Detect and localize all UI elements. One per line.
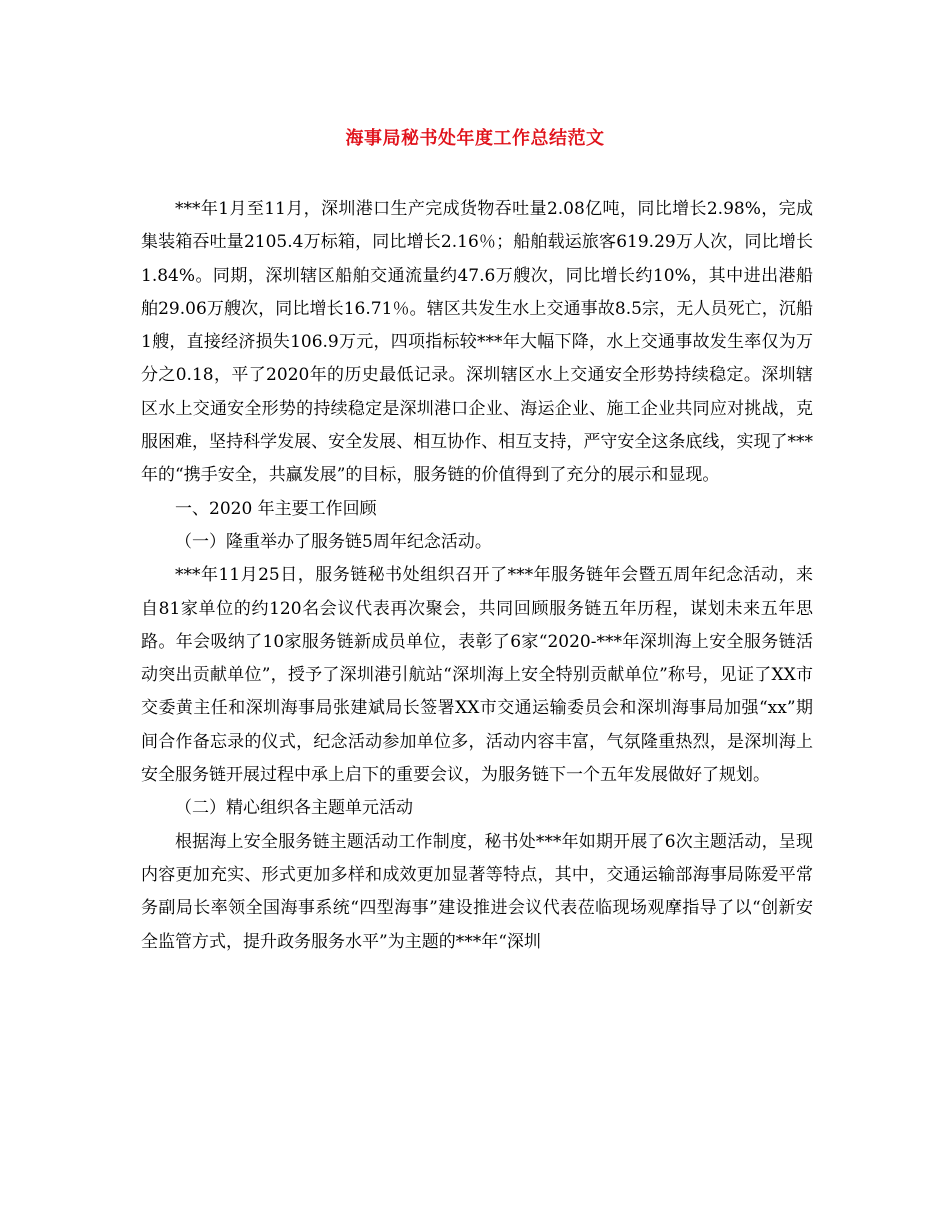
document-title: 海事局秘书处年度工作总结范文 [345, 128, 605, 149]
section-heading-work-review: 一、2020 年主要工作回顾 [175, 498, 377, 519]
paragraph-anniversary-event: ***年11月25日，服务链秘书处组织召开了***年服务链年会暨五周年纪念活动，来自81家单位的约120名会议代表再次聚会，共同回顾服务链五年历程，谋划未来五年思路。年会吸纳了10家服务链新成员单位，表彰了6家“2020-***年深圳海上安全服务链活动突出贡献单位”，授予了深圳港引航站“深圳海上安全特别贡献单位”称号，见证了XX市交委黄主任和深圳海事局张建斌局长签署XX市交通运输委员会和深圳海事局加强“xx”期间合作备忘录的仪式，纪念活动参加单位多，活动内容丰富，气氛隆重热烈，是深圳海上安全服务链开展过程中承上启下的重要会议，为服务链下一个五年发展做好了规划。 [141, 565, 813, 786]
paragraph-port-statistics: ***年1月至11月，深圳港口生产完成货物吞吐量2.08亿吨，同比增长2.98%，完成集装箱吞吐量2105.4万标箱，同比增长2.16％；船舶载运旅客619.29万人次，同比增长1.84%。同期，深圳辖区船舶交通流量约47.6万艘次，同比增长约10%，其中进出港船舶29.06万艘次，同比增长16.71％。辖区共发生水上交通事故8.5宗，无人员死亡，沉船1艘，直接经济损失106.9万元，四项指标较***年大幅下降，水上交通事故发生率仅为万分之0.18，平了2020年的历史最低记录。深圳辖区水上交通安全形势持续稳定。深圳辖区水上交通安全形势的持续稳定是深圳港口企业、海运企业、施工企业共同应对挑战，克服困难，坚持科学发展、安全发展、相互协作、相互支持，严守安全这条底线，实现了***年的“携手安全，共赢发展”的目标，服务链的价值得到了充分的展示和显现。 [141, 199, 813, 486]
paragraph-theme-activities: 根据海上安全服务链主题活动工作制度，秘书处***年如期开展了6次主题活动，呈现内容更加充实、形式更加多样和成效更加显著等特点，其中，交通运输部海事局陈爱平常务副局长率领全国海事系统“四型海事”建设推进会议代表莅临现场观摩指导了以“创新安全监管方式，提升政务服务水平”为主题的***年“深圳 [141, 831, 813, 952]
document-body [141, 193, 813, 959]
subsection-heading-theme-activities: （二）精心组织各主题单元活动 [175, 798, 413, 819]
subsection-heading-anniversary: （一）隆重举办了服务链5周年纪念活动。 [175, 531, 492, 552]
